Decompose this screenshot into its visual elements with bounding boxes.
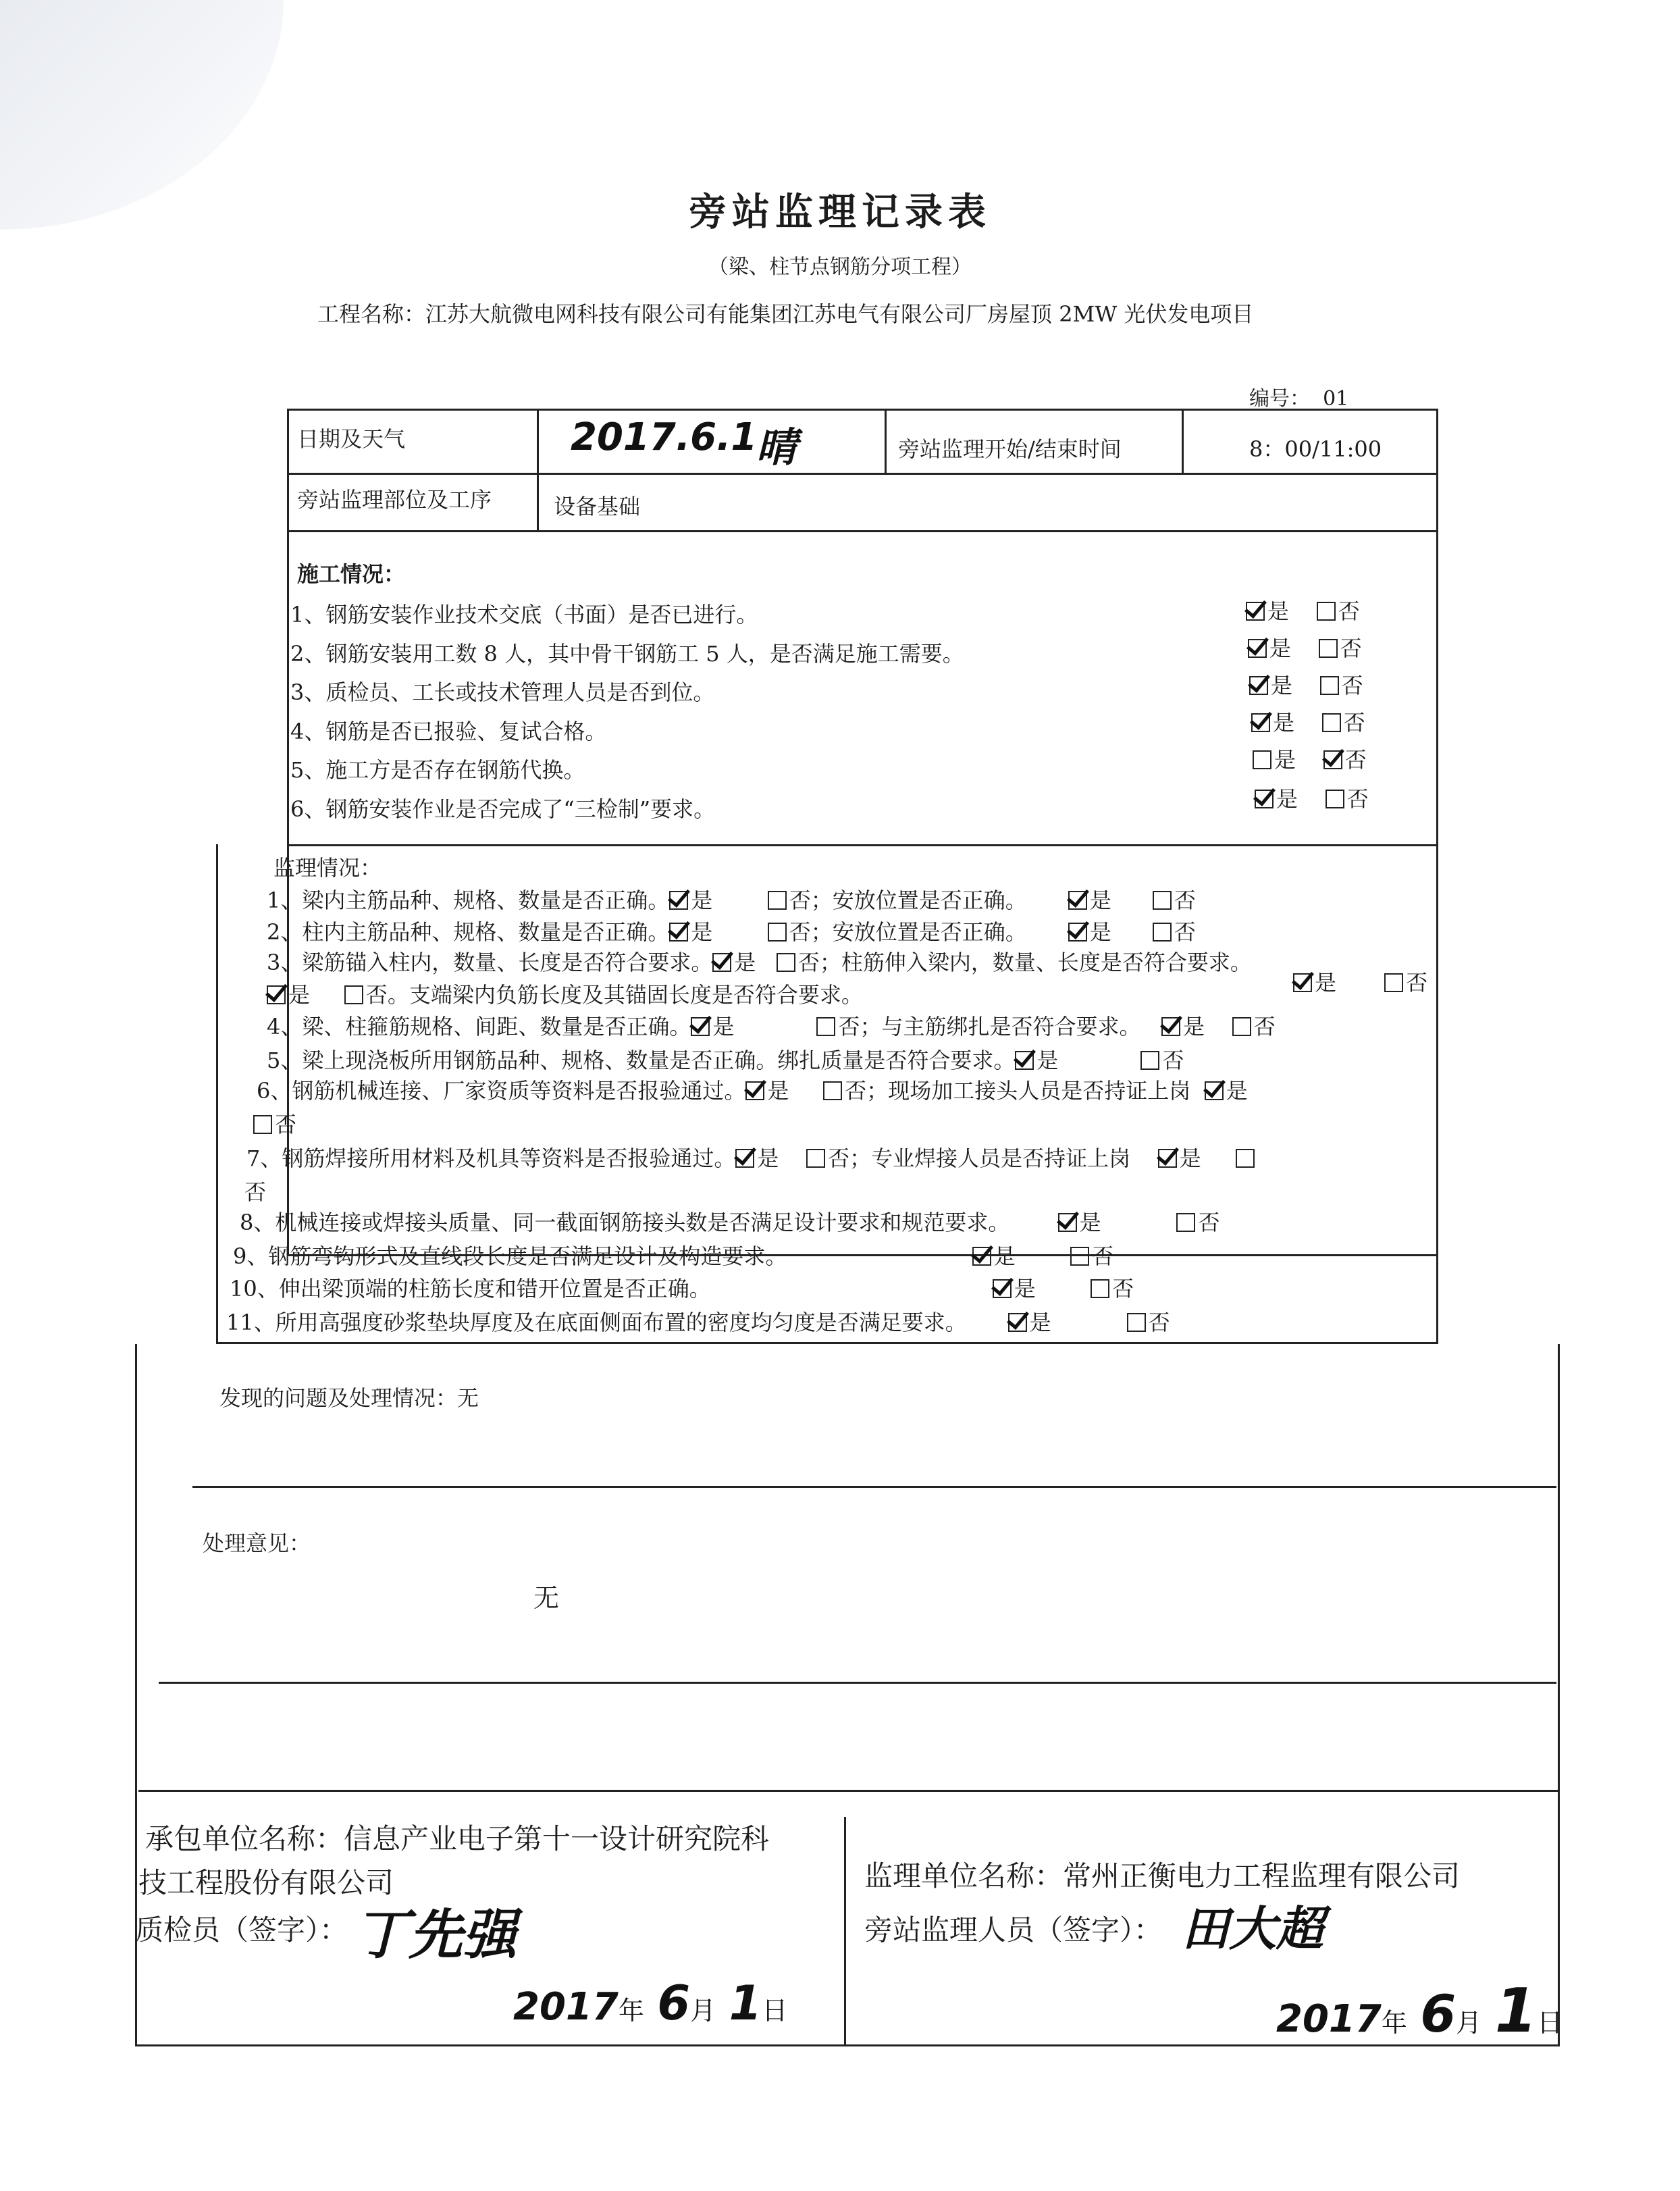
- yes-label: 是: [1179, 1145, 1201, 1171]
- yes-label: 是: [767, 1078, 789, 1104]
- construction-item-3: 3、质检员、工长或技术管理人员是否到位。: [290, 679, 715, 705]
- line-text: 9、钢筋弯钩形式及直线段长度是否满足设计及构造要求。: [233, 1243, 787, 1269]
- checkbox-checked-icon: [993, 1279, 1012, 1298]
- month-char: 月: [690, 1996, 716, 2026]
- checkbox-empty-icon: [768, 923, 787, 942]
- line-text: 3、梁筋锚入柱内，数量、长度是否符合要求。: [267, 950, 713, 975]
- supervision-line-3: [267, 946, 1252, 977]
- checkbox-empty-icon: [1232, 1017, 1251, 1036]
- checkbox-checked-icon: [1293, 973, 1312, 992]
- checkbox-empty-icon: [1317, 602, 1336, 621]
- checkbox-empty-icon: [816, 1017, 835, 1036]
- line-text: 5、梁上现浇板所用钢筋品种、规格、数量是否正确。绑扎质量是否符合要求。: [267, 1048, 1016, 1073]
- checkbox-empty-icon: [253, 1115, 272, 1134]
- no-label: 否: [1148, 1310, 1170, 1335]
- yes-label: 是: [1315, 970, 1337, 996]
- checkbox-empty-icon: [1253, 750, 1271, 769]
- construction-item-4: 4、钢筋是否已报验、复试合格。: [290, 719, 607, 744]
- checkbox-checked-icon: [1008, 1313, 1027, 1332]
- no-label: 否: [1174, 887, 1196, 913]
- supervisor-date: [1276, 1976, 1563, 2046]
- supervisor-day: 1: [1494, 1976, 1538, 2046]
- yes-label: 是: [1269, 636, 1292, 661]
- signature-divider: [138, 1790, 1560, 1792]
- no-label: 否: [275, 1112, 297, 1137]
- supervision-line-3-cont: [267, 978, 863, 1009]
- checkbox-empty-icon: [1153, 891, 1172, 910]
- checkbox-empty-icon: [1322, 713, 1341, 732]
- yes-label: 是: [1271, 673, 1293, 698]
- construction-check-4: [1251, 706, 1365, 737]
- month-char: 月: [1456, 2008, 1482, 2038]
- supervision-line-4: [267, 1010, 1276, 1041]
- info-col-divider-2: [885, 409, 887, 473]
- yes-label: 是: [1276, 786, 1298, 812]
- checkbox-empty-icon: [1070, 1247, 1089, 1266]
- line-text: 否。支端梁内负筋长度及其锚固长度是否符合要求。: [365, 982, 863, 1008]
- supervisor-name: 监理单位名称：常州正衡电力工程监理有限公司: [864, 1859, 1461, 1892]
- checkbox-empty-icon: [823, 1081, 842, 1100]
- checkbox-checked-icon: [1246, 602, 1265, 621]
- checkbox-checked-icon: [1205, 1081, 1224, 1100]
- problems-label: [219, 1381, 479, 1412]
- checkbox-empty-icon: [1140, 1051, 1159, 1070]
- problems-label-text: 发现的问题及处理情况：: [219, 1385, 458, 1411]
- contractor-name-2: 技工程股份有限公司: [138, 1866, 394, 1899]
- no-label: 否: [1344, 747, 1367, 773]
- date-weather-label: 日期及天气: [297, 426, 406, 452]
- problems-value: 无: [457, 1385, 479, 1411]
- yes-label: 是: [288, 982, 311, 1008]
- line-text: 1、梁内主筋品种、规格、数量是否正确。: [267, 887, 670, 913]
- part-label: 旁站监理部位及工序: [297, 487, 492, 513]
- construction-item-2: 2、钢筋安装用工数 8 人，其中骨干钢筋工 5 人，是否满足施工需要。: [290, 641, 964, 667]
- weather-value: 晴: [756, 424, 797, 471]
- supervision-line-5: [267, 1043, 1184, 1075]
- checkbox-checked-icon: [1015, 1051, 1034, 1070]
- line-text: 8、机械连接或焊接头质量、同一截面钢筋接头数是否满足设计要求和规范要求。: [240, 1210, 1010, 1235]
- yes-label: 是: [1036, 1048, 1059, 1073]
- serial-number: [1249, 382, 1348, 411]
- supervisor-year: 2017: [1276, 1997, 1382, 2041]
- checkbox-checked-icon: [1255, 790, 1274, 808]
- checkbox-checked-icon: [1249, 676, 1268, 695]
- yes-label: 是: [691, 887, 713, 913]
- construction-item-5: 5、施工方是否存在钢筋代换。: [290, 757, 585, 783]
- supervision-line-2: [267, 915, 1196, 946]
- construction-item-6: 6、钢筋安装作业是否完成了“三检制”要求。: [290, 796, 716, 822]
- construction-check-2: [1248, 631, 1362, 663]
- no-label: 否: [1406, 970, 1428, 996]
- yes-label: 是: [1273, 710, 1295, 736]
- checkbox-checked-icon: [1251, 713, 1270, 732]
- serial-value: 01: [1323, 387, 1349, 411]
- contractor-year: 2017: [513, 1985, 619, 2029]
- yes-label: 是: [1079, 1210, 1101, 1235]
- page-title: 旁站监理记录表: [689, 190, 991, 234]
- no-label: 否: [1112, 1276, 1134, 1301]
- checkbox-empty-icon: [1153, 923, 1172, 942]
- checkbox-checked-icon: [972, 1247, 991, 1266]
- yes-label: 是: [734, 950, 756, 975]
- project-name: 江苏大航微电网科技有限公司有能集团江苏电气有限公司厂房屋顶 2MW 光伏发电项目: [425, 301, 1254, 327]
- checkbox-empty-icon: [768, 891, 787, 910]
- yes-label: 是: [994, 1243, 1016, 1269]
- time-value: 8：00/11:00: [1249, 436, 1382, 462]
- supervisor-month: 6: [1420, 1984, 1456, 2044]
- checkbox-checked-icon: [669, 891, 688, 910]
- supervision-line-9: [233, 1239, 1113, 1270]
- supervision-line-6: [257, 1074, 1248, 1105]
- part-row-divider: [287, 530, 1438, 532]
- opinion-value: 无: [533, 1583, 560, 1613]
- checkbox-empty-icon: [1319, 639, 1338, 658]
- supervision-line-6-cont: [253, 1108, 296, 1139]
- checkbox-checked-icon: [1068, 891, 1087, 910]
- supervision-line-3-checks: [1293, 966, 1427, 997]
- date-value: 2017.6.1: [571, 415, 758, 459]
- supervision-line-10: [230, 1272, 1134, 1303]
- checkbox-empty-icon: [777, 953, 795, 972]
- checkbox-empty-icon: [1320, 676, 1339, 695]
- project-line: [317, 297, 1253, 328]
- checkbox-checked-icon: [1068, 923, 1087, 942]
- line-text: 否；现场加工接头人员是否持证上岗: [845, 1078, 1191, 1104]
- checkbox-checked-icon: [1158, 1149, 1177, 1168]
- checkbox-empty-icon: [1176, 1213, 1195, 1232]
- line-text: 4、梁、柱箍筋规格、间距、数量是否正确。: [267, 1014, 691, 1039]
- checkbox-checked-icon: [735, 1149, 754, 1168]
- contractor-month: 6: [657, 1976, 691, 2031]
- no-label: 否: [1253, 1014, 1276, 1039]
- no-label: 否: [1174, 919, 1196, 945]
- no-label: 否: [244, 1179, 267, 1205]
- problems-divider: [192, 1486, 1556, 1488]
- yes-label: 是: [691, 919, 713, 945]
- checkbox-checked-icon: [669, 923, 688, 942]
- line-text: 否；安放位置是否正确。: [789, 887, 1027, 913]
- line-text: 6、钢筋机械连接、厂家资质等资料是否报验通过。: [257, 1078, 746, 1104]
- checkbox-checked-icon: [267, 985, 286, 1004]
- time-label: 旁站监理开始/结束时间: [898, 436, 1122, 462]
- yes-label: 是: [1029, 1310, 1051, 1335]
- checkbox-checked-icon: [745, 1081, 764, 1100]
- checkbox-checked-icon: [712, 953, 731, 972]
- part-value: 设备基础: [554, 494, 641, 519]
- year-char: 年: [618, 1996, 644, 2026]
- no-label: 否: [1346, 786, 1369, 812]
- checkbox-empty-icon: [1091, 1279, 1109, 1298]
- supervision-line-7: [246, 1141, 1257, 1172]
- contractor-name-1: 承包单位名称：信息产业电子第十一设计研究院科: [145, 1822, 770, 1855]
- checkbox-checked-icon: [1161, 1017, 1180, 1036]
- line-text: 10、伸出梁顶端的柱筋长度和错开位置是否正确。: [230, 1276, 711, 1301]
- yes-label: 是: [1267, 598, 1290, 624]
- supervision-heading: 监理情况：: [273, 855, 382, 881]
- lower-table: [135, 1344, 1560, 2046]
- supervision-line-11: [226, 1306, 1170, 1337]
- checkbox-empty-icon: [344, 985, 363, 1004]
- staff-label: 旁站监理人员（签字）：: [864, 1913, 1163, 1947]
- supervision-line-8: [240, 1206, 1220, 1237]
- opinion-label: 处理意见：: [203, 1530, 311, 1556]
- line-text: 否；柱筋伸入梁内，数量、长度是否符合要求。: [797, 950, 1252, 975]
- no-label: 否: [1340, 636, 1362, 661]
- no-label: 否: [1341, 673, 1363, 698]
- line-text: 否；与主筋绑扎是否符合要求。: [838, 1014, 1141, 1039]
- construction-heading: 施工情况：: [297, 561, 406, 587]
- no-label: 否: [1092, 1243, 1114, 1269]
- yes-label: 是: [1182, 1014, 1205, 1039]
- construction-check-3: [1249, 669, 1363, 700]
- yes-label: 是: [1089, 887, 1111, 913]
- year-char: 年: [1381, 2008, 1407, 2038]
- line-text: 11、所用高强度砂浆垫块厚度及在底面侧面布置的密度均匀度是否满足要求。: [226, 1310, 967, 1335]
- info-col-divider-3: [1182, 409, 1184, 473]
- checkbox-checked-icon: [1058, 1213, 1077, 1232]
- checkbox-empty-icon: [806, 1149, 825, 1168]
- staff-signature: 田大超: [1182, 1901, 1323, 1957]
- checkbox-empty-icon: [1236, 1149, 1255, 1168]
- day-char: 日: [762, 1996, 788, 2026]
- signature-col-divider: [844, 1817, 846, 2046]
- line-text: 否；专业焊接人员是否持证上岗: [828, 1145, 1131, 1171]
- opinion-divider: [159, 1682, 1556, 1684]
- contractor-date: [513, 1976, 787, 2031]
- supervision-line-7-cont: [244, 1175, 266, 1206]
- yes-label: 是: [1226, 1078, 1248, 1104]
- checkbox-checked-icon: [1323, 750, 1342, 769]
- construction-check-5: [1253, 743, 1367, 774]
- line-text: 否；安放位置是否正确。: [789, 919, 1027, 945]
- checkbox-empty-icon: [1325, 790, 1344, 808]
- no-label: 否: [1198, 1210, 1220, 1235]
- yes-label: 是: [1014, 1276, 1036, 1301]
- no-label: 否: [1338, 598, 1360, 624]
- no-label: 否: [1343, 710, 1365, 736]
- checkbox-checked-icon: [691, 1017, 710, 1036]
- construction-item-1: 1、钢筋安装作业技术交底（书面）是否已进行。: [290, 602, 758, 627]
- info-col-divider-1: [537, 409, 539, 530]
- serial-label: 编号：: [1249, 387, 1310, 411]
- project-label: 工程名称：: [317, 301, 426, 327]
- line-text: 2、柱内主筋品种、规格、数量是否正确。: [267, 919, 670, 945]
- inspector-label: 质检员（签字）：: [135, 1913, 348, 1947]
- construction-check-6: [1255, 782, 1369, 813]
- checkbox-empty-icon: [1127, 1313, 1146, 1332]
- yes-label: 是: [1274, 747, 1296, 773]
- supervision-line-1: [267, 883, 1196, 914]
- yes-label: 是: [757, 1145, 779, 1171]
- contractor-day: 1: [729, 1976, 762, 2031]
- checkbox-empty-icon: [1384, 973, 1403, 992]
- checkbox-checked-icon: [1248, 639, 1267, 658]
- yes-label: 是: [712, 1014, 735, 1039]
- inspector-signature: 丁先强: [355, 1903, 517, 1966]
- page-subtitle: （梁、柱节点钢筋分项工程）: [708, 255, 972, 279]
- no-label: 否: [1162, 1048, 1184, 1073]
- construction-check-1: [1246, 594, 1360, 625]
- yes-label: 是: [1089, 919, 1111, 945]
- line-text: 7、钢筋焊接所用材料及机具等资料是否报验通过。: [246, 1145, 736, 1171]
- day-char: 日: [1537, 2008, 1563, 2038]
- info-row-divider: [287, 473, 1438, 475]
